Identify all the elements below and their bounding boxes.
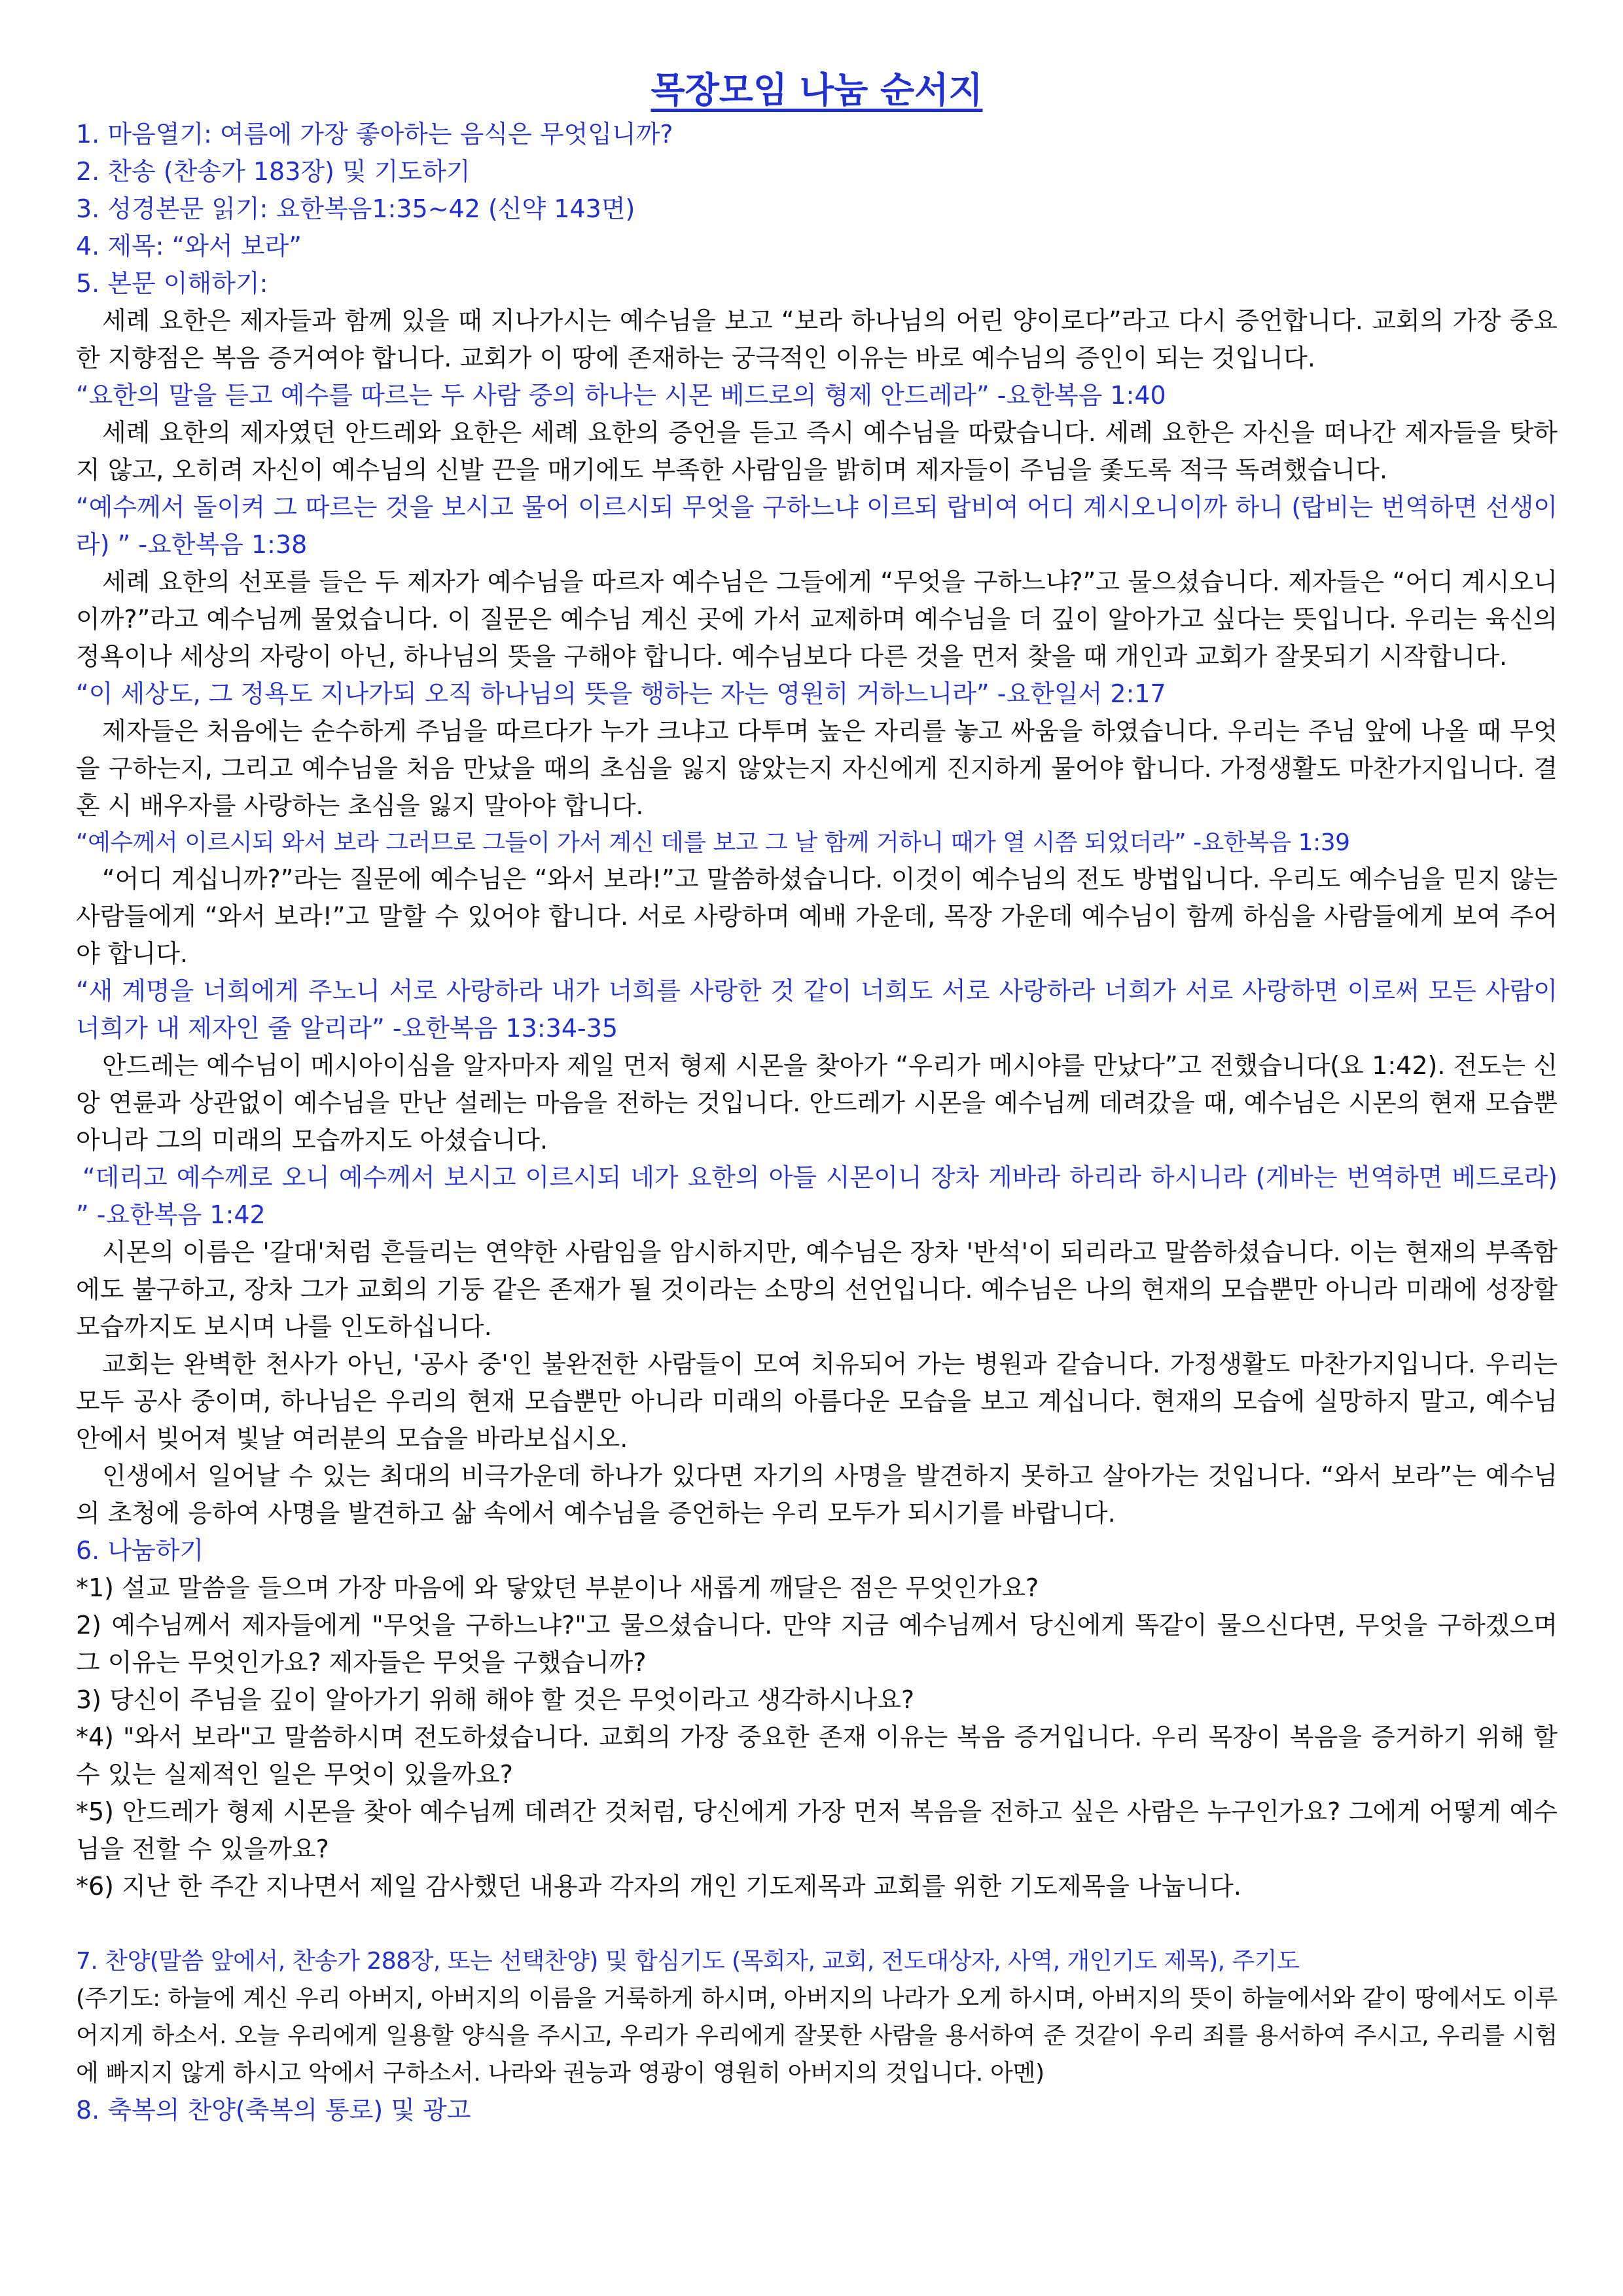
item-2-hymn: 2. 찬송 (찬송가 183장) 및 기도하기 (76, 157, 471, 187)
scripture-quote-4: “예수께서 이르시되 와서 보라 그러므로 그들이 가서 계신 데를 보고 그 날 함께 거하니 때가 열 시쯤 되었더라” -요한복음 1:39 (76, 829, 1350, 857)
sharing-question-6: *6) 지난 한 주간 지나면서 제일 감사했던 내용과 각자의 개인 기도제목과 교회를 위한 기도제목을 나눕니다. (76, 1872, 1241, 1901)
body-paragraph-4: 제자들은 처음에는 순수하게 주님을 따르다가 누가 크냐고 다투며 높은 자리를 놓고 싸움을 하였습니다. 우리는 주님 앞에 나올 때 무엇을 구하는지, 그리고 예수님을 처음 만났을 때의 초심을 잃지 않았는지 자신에게 진지하게 물어야 합니다. 가정생활도 마찬가지입니다. 결혼 시 배우자를 사랑하는 초심을 잃지 말아야 합니다. (76, 717, 1558, 821)
lords-prayer-text: (주기도: 하늘에 계신 우리 아버지, 아버지의 이름을 거룩하게 하시며, 아버지의 나라가 오게 하시며, 아버지의 뜻이 하늘에서와 같이 땅에서도 이루어지게 하소서. 오늘 우리에게 일용할 양식을 주시고, 우리가 우리에게 잘못한 사람을 용서하여 준 것같이 우리 죄를 용서하여 주시고, 우리를 시험에 빠지지 않게 하시고 악에서 구하소서. 나라와 권능과 영광이 영원히 아버지의 것입니다. 아멘) (76, 1985, 1558, 2087)
item-4-sermon-title: 4. 제목: “와서 보라” (76, 232, 302, 261)
scripture-quote-3: “이 세상도, 그 정욕도 지나가되 오직 하나님의 뜻을 행하는 자는 영원히 거하느니라” -요한일서 2:17 (76, 679, 1166, 709)
scripture-quote-1: “요한의 말을 듣고 예수를 따르는 두 사람 중의 하나는 시몬 베드로의 형제 안드레라” -요한복음 1:40 (76, 381, 1166, 410)
sharing-question-3: 3) 당신이 주님을 깊이 알아가기 위해 해야 할 것은 무엇이라고 생각하시나요? (76, 1685, 915, 1715)
section-8-heading: 8. 축복의 찬양(축복의 통로) 및 광고 (76, 2096, 471, 2125)
body-paragraph-1: 세례 요한은 제자들과 함께 있을 때 지나가시는 예수님을 보고 “보라 하나님의 어린 양이로다”라고 다시 증언합니다. 교회의 가장 중요한 지향점은 복음 증거여야 합니다. 교회가 이 땅에 존재하는 궁극적인 이유는 바로 예수님의 증인이 되는 것입니다. (76, 306, 1558, 373)
scripture-quote-2: “예수께서 돌이켜 그 따르는 것을 보시고 물어 이르시되 무엇을 구하느냐 이르되 랍비여 어디 계시오니이까 하니 (랍비는 번역하면 선생이라) ” -요한복음 1:38 (76, 493, 1558, 560)
sharing-question-2: 2) 예수님께서 제자들에게 "무엇을 구하느냐?"고 물으셨습니다. 만약 지금 예수님께서 당신에게 똑같이 물으신다면, 무엇을 구하겠으며 그 이유는 무엇인가요? 제자들은 무엇을 구했습니까? (76, 1611, 1558, 1677)
sharing-question-4: *4) "와서 보라"고 말씀하시며 전도하셨습니다. 교회의 가장 중요한 존재 이유는 복음 증거입니다. 우리 목장이 복음을 증거하기 위해 할 수 있는 실제적인 일은 무엇이 있을까요? (76, 1723, 1558, 1789)
section-7-heading: 7. 찬양(말씀 앞에서, 찬송가 288장, 또는 선택찬양) 및 합심기도 (목회자, 교회, 전도대상자, 사역, 개인기도 제목), 주기도 (76, 1948, 1300, 1975)
item-3-scripture: 3. 성경본문 읽기: 요한복음1:35~42 (신약 143면) (76, 194, 635, 224)
body-paragraph-9: 인생에서 일어날 수 있는 최대의 비극가운데 하나가 있다면 자기의 사명을 발견하지 못하고 살아가는 것입니다. “와서 보라”는 예수님의 초청에 응하여 사명을 발견하고 삶 속에서 예수님을 증언하는 우리 모두가 되시기를 바랍니다. (76, 1462, 1558, 1528)
section-spacer (76, 1905, 1558, 1943)
body-paragraph-6: 안드레는 예수님이 메시아이심을 알자마자 제일 먼저 형제 시몬을 찾아가 “우리가 메시야를 만났다”고 전했습니다(요 1:42). 전도는 신앙 연륜과 상관없이 예수님을 만난 설레는 마음을 전하는 것입니다. 안드레가 시몬을 예수님께 데려갔을 때, 예수님은 시몬의 현재 모습뿐 아니라 그의 미래의 모습까지도 아셨습니다. (76, 1051, 1558, 1155)
item-5-heading: 5. 본문 이해하기: (76, 269, 268, 298)
item-1-icebreaker: 1. 마음열기: 여름에 가장 좋아하는 음식은 무엇입니까? (76, 120, 673, 149)
sharing-question-1: *1) 설교 말씀을 들으며 가장 마음에 와 닿았던 부분이나 새롭게 깨달은 점은 무엇인가요? (76, 1573, 1039, 1603)
body-paragraph-2: 세례 요한의 제자였던 안드레와 요한은 세례 요한의 증언을 듣고 즉시 예수님을 따랐습니다. 세례 요한은 자신을 떠나간 제자들을 탓하지 않고, 오히려 자신이 예수님의 신발 끈을 매기에도 부족한 사람임을 밝히며 제자들이 주님을 좇도록 적극 독려했습니다. (76, 418, 1558, 485)
page-title: 목장모임 나눔 순서지 (651, 69, 983, 111)
body-paragraph-3: 세례 요한의 선포를 들은 두 제자가 예수님을 따르자 예수님은 그들에게 “무엇을 구하느냐?”고 물으셨습니다. 제자들은 “어디 계시오니이까?”라고 예수님께 물었습니다. 이 질문은 예수님 계신 곳에 가서 교제하며 예수님을 더 깊이 알아가고 싶다는 뜻입니다. 우리는 육신의 정욕이나 세상의 자랑이 아닌, 하나님의 뜻을 구해야 합니다. 예수님보다 다른 것을 먼저 찾을 때 개인과 교회가 잘못되기 시작합니다. (76, 567, 1558, 672)
scripture-quote-5: “새 계명을 너희에게 주노니 서로 사랑하라 내가 너희를 사랑한 것 같이 너희도 서로 사랑하라 너희가 서로 사랑하면 이로써 모든 사람이 너희가 내 제자인 줄 알리라” -요한복음 13:34-35 (76, 977, 1558, 1043)
sharing-question-5: *5) 안드레가 형제 시몬을 찾아 예수님께 데려간 것처럼, 당신에게 가장 먼저 복음을 전하고 싶은 사람은 누구인가요? 그에게 어떻게 예수님을 전할 수 있을까요? (76, 1797, 1558, 1864)
scripture-quote-6: “데리고 예수께로 오니 예수께서 보시고 이르시되 네가 요한의 아들 시몬이니 장차 게바라 하리라 하시니라 (게바는 번역하면 베드로라) ” -요한복음 1:42 (76, 1163, 1558, 1230)
body-paragraph-5: “어디 계십니까?”라는 질문에 예수님은 “와서 보라!”고 말씀하셨습니다. 이것이 예수님의 전도 방법입니다. 우리도 예수님을 믿지 않는 사람들에게 “와서 보라!”고 말할 수 있어야 합니다. 서로 사랑하며 예배 가운데, 목장 가운데 예수님이 함께 하심을 사람들에게 보여 주어야 합니다. (76, 865, 1558, 969)
section-6-heading: 6. 나눔하기 (76, 1536, 204, 1566)
body-paragraph-7: 시몬의 이름은 '갈대'처럼 흔들리는 연약한 사람임을 암시하지만, 예수님은 장차 '반석'이 되리라고 말씀하셨습니다. 이는 현재의 부족함에도 불구하고, 장차 그가 교회의 기둥 같은 존재가 될 것이라는 소망의 선언입니다. 예수님은 나의 현재의 모습뿐만 아니라 미래에 성장할 모습까지도 보시며 나를 인도하십니다. (76, 1238, 1558, 1342)
body-paragraph-8: 교회는 완벽한 천사가 아닌, '공사 중'인 불완전한 사람들이 모여 치유되어 가는 병원과 같습니다. 가정생활도 마찬가지입니다. 우리는 모두 공사 중이며, 하나님은 우리의 현재 모습뿐만 아니라 미래의 아름다운 모습을 보고 계십니다. 현재의 모습에 실망하지 말고, 예수님 안에서 빚어져 빛날 여러분의 모습을 바라보십시오. (76, 1350, 1558, 1454)
